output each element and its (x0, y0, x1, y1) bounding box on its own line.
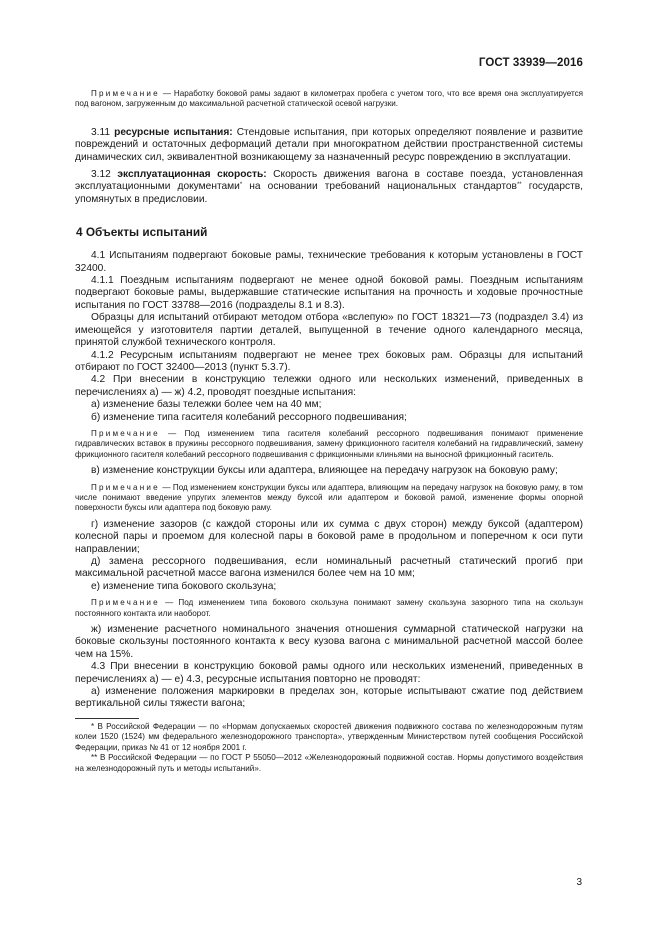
note-1-text: — Наработку боковой рамы задают в километрах пробега с учетом того, что все время она эксплуатируется под вагоном, загруженным до максимальной расчетной статической осевой нагрузки. (75, 89, 583, 109)
note-1 (75, 89, 583, 110)
note-label: Примечание (91, 598, 160, 608)
clause-4-1-2: 4.1.2 Ресурсным испытаниям подвергают не менее трех боковых рам. Образцы для испытаний отбирают по ГОСТ 32400—2013 (пункт 5.3.7). (75, 349, 583, 373)
note-2-text: — Под изменением типа гасителя колебаний рессорного подвешивания понимают применение гидравлических вставок в пружины рессорного подвешивания, замену фрикционного гасителя колебаний на гидравлический, замену фрикционного гасителя колебаний рессорного подвешивания с фрикционными клиньями на выносной фрикционный гаситель. (75, 428, 583, 459)
note-3 (75, 483, 583, 514)
note-4-text: — Под изменением типа бокового скользуна понимают замену скользуна зазорного типа на скользун постоянного контакта или наоборот. (75, 598, 583, 618)
clause-3-12 (75, 169, 583, 206)
note-label: Примечание (91, 89, 160, 98)
clause-3-11 (75, 127, 583, 164)
footnote-1: * В Российской Федерации — по «Нормам допускаемых скоростей движения подвижного состава по железнодорожным путям колеи 1520 (1524) мм федерального железнодорожного транспорта», утвержденным Министерством путей сообщения Российской Федерации, приказ № 41 от 12 ноября 2001 г. (75, 721, 583, 752)
clause-number: 3.12 (91, 169, 118, 181)
clause-4-1-1: 4.1.1 Поездным испытаниям подвергают не менее одной боковой рамы. Поездным испытаниям подвергают боковые рамы, выдержавшие статические испытания на прочность и ходовые прочностные испытания по ГОСТ 33788—2016 (подразделы 8.1 и 8.3). (75, 275, 583, 311)
note-label: Примечание (91, 428, 160, 438)
list-item-zh: ж) изменение расчетного номинального значения отношения суммарной статической нагрузки на боковые скользуны постоянного контакта к весу кузова вагона с минимальной расчетной массой более чем на 15%. (75, 624, 583, 660)
definition: Скорость движения вагона в составе поезда, установленная эксплуатационными документами (75, 169, 583, 193)
list-item-g: г) изменение зазоров (с каждой стороны или их сумма с двух сторон) между буксой (адаптером) колесной пары и проемом для колесной пары в боковой раме в продольном и поперечном к оси пути направлении; (75, 518, 583, 555)
footnote-ref-2: ** (516, 182, 522, 189)
list-item-v: в) изменение конструкции буксы или адаптера, влияющее на передачу нагрузок на боковую раму; (91, 465, 558, 477)
definition: государств, упомянутых в предисловии. (75, 181, 584, 205)
list-item-b: б) изменение типа гасителя колебаний рессорного подвешивания; (91, 411, 407, 423)
note-2 (75, 429, 583, 460)
term: эксплуатационная скорость: (117, 169, 267, 181)
list-item-e: е) изменение типа бокового скользуна; (91, 580, 277, 592)
standard-header: ГОСТ 33939—2016 (478, 57, 583, 69)
definition: на основании требований национальных стандартов (242, 181, 517, 193)
note-3-text: — Под изменением конструкции буксы или адаптера, влияющим на передачу нагрузок на боковую раму, в том числе понимают введение упругих элементов между буксой или адаптером и боковой рамой, изменение формы опорной поверхности буксы или адаптера под боковую раму. (75, 482, 583, 513)
term: ресурсные испытания: (114, 126, 233, 138)
list-item-a: а) изменение базы тележки более чем на 40 мм; (91, 399, 322, 411)
footnote-2: ** В Российской Федерации — по ГОСТ Р 55050—2012 «Железнодорожный подвижной состав. Нормы допустимого воздействия на железнодорожный путь и методы испытаний». (75, 753, 583, 773)
definition: Стендовые испытания, при которых определяют появление и развитие повреждений и остаточных деформаций детали при многократном действии пространственной системы динамических сил, эквивалентной возникающему за назначенный ресурс повреждению в эксплуатации. (75, 126, 583, 163)
clause-4-3: 4.3 При внесении в конструкцию боковой рамы одного или нескольких изменений, приведенных в перечислениях а) — е) 4.3, ресурсные испытания повторно не проводят: (75, 661, 583, 685)
footnote-ref-1: * (239, 182, 243, 189)
list-item-d: д) замена рессорного подвешивания, если номинальный расчетный статический прогиб при максимальной расчетной массе вагона изменился более чем на 10 мм; (75, 556, 583, 580)
clause-4-2: 4.2 При внесении в конструкцию тележки одного или нескольких изменений, приведенных в перечислениях а) — ж) 4.2, проводят поездные испытания: (75, 374, 583, 398)
paragraph-samples: Образцы для испытаний отбирают методом отбора «вслепую» по ГОСТ 18321—73 (подраздел 3.4) из имеющейся у изготовителя партии деталей, выпущенной в течение одного календарного месяца, принятой службой технического контроля. (75, 312, 583, 349)
note-label: Примечание (91, 482, 160, 492)
note-4 (75, 598, 583, 619)
clause-number: 3.11 (91, 126, 115, 138)
page-content (75, 89, 583, 774)
list-item-4-3-a: а) изменение положения маркировки в пределах зон, которые испытывают сжатие под действием вертикальной силы тяжести вагона; (75, 686, 583, 710)
section-4-heading: 4 Объекты испытаний (76, 225, 208, 240)
clause-4-1: 4.1 Испытаниям подвергают боковые рамы, технические требования к которым установлены в ГОСТ 32400. (75, 250, 583, 274)
page-number: 3 (576, 877, 582, 888)
